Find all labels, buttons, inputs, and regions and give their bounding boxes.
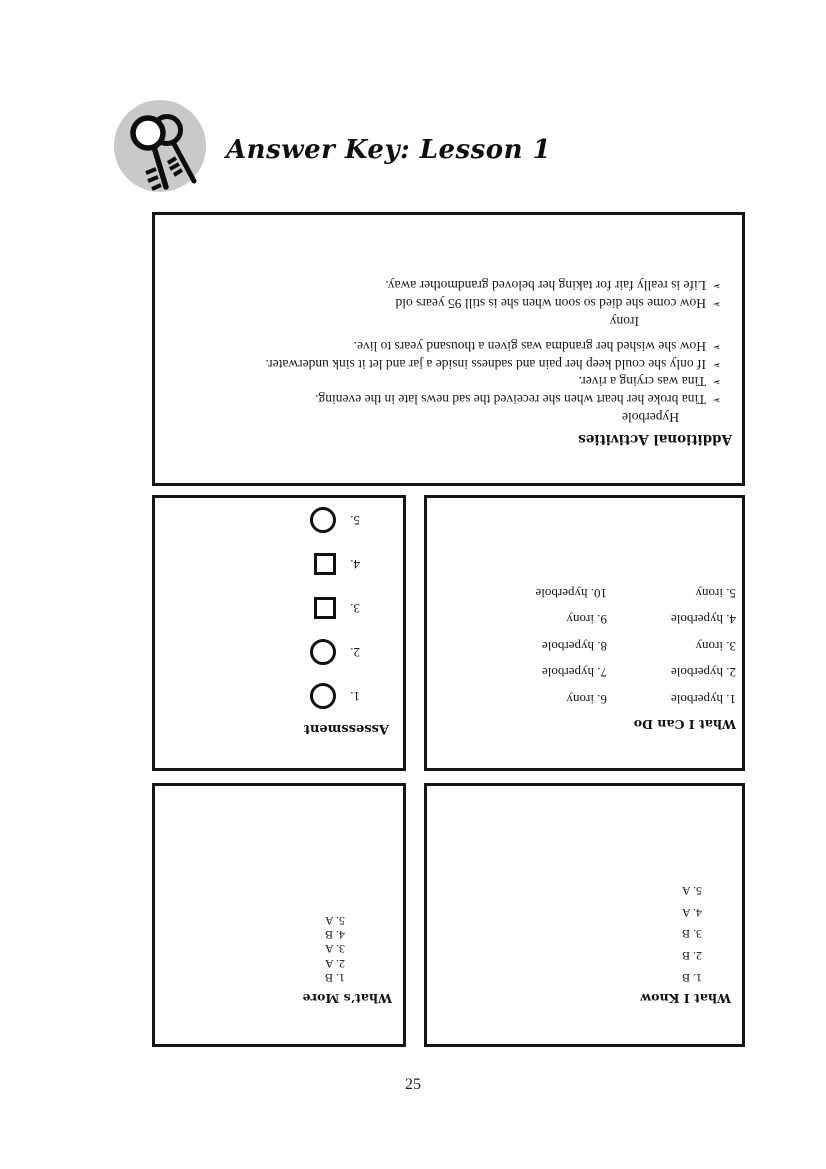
- answer-item: 5. A: [324, 913, 345, 928]
- arrow-bullet-icon: ➢: [712, 394, 721, 405]
- example-text: How come she died so soon when she is still 95 years old: [395, 296, 706, 311]
- answer-item: 1. B: [681, 971, 702, 985]
- answer-item: 2. B: [681, 949, 702, 964]
- answers-column-2: [478, 580, 607, 713]
- answer-item: 3. A: [324, 942, 345, 957]
- example-text: Tina broke her heart when she received the sad news late in the evening.: [315, 392, 706, 407]
- answer-item: 9. irony: [566, 612, 607, 628]
- item-number: 3.: [350, 601, 360, 616]
- answer-item: 4. hyperbole: [671, 612, 736, 628]
- rotated-content: [155, 786, 403, 1044]
- item-number: 1.: [350, 689, 360, 704]
- answer-item: 1. B: [324, 971, 345, 985]
- answer-item: 6. irony: [566, 692, 607, 707]
- section-box-what-i-can-do: [424, 495, 745, 771]
- square-shape-icon: [314, 553, 336, 575]
- hyperbole-examples-list: [169, 338, 732, 408]
- section-box-assessment: [152, 495, 406, 771]
- answer-item: 4. A: [681, 905, 702, 920]
- hyperbole-example-item: [169, 391, 721, 409]
- answer-item: 8. hyperbole: [542, 639, 607, 654]
- answer-item: 5. irony: [695, 586, 736, 601]
- answer-item: 3. irony: [695, 639, 736, 654]
- answer-item: 5. A: [681, 883, 702, 898]
- example-text: If only she could keep her pain and sadness inside a jar and let it sink underwater.: [265, 357, 706, 372]
- answer-item: 3. B: [681, 927, 702, 942]
- page-title: Answer Key: Lesson 1: [226, 135, 552, 165]
- rotated-content: [155, 498, 403, 768]
- item-number: 4.: [350, 557, 360, 572]
- whats-more-answer-list: [163, 914, 345, 985]
- section-box-whats-more: [152, 783, 406, 1047]
- section-title-what-i-can-do: What I Can Do: [633, 717, 736, 732]
- circle-shape-icon: [310, 507, 336, 533]
- irony-example-item: [169, 277, 721, 295]
- keys-icon: [114, 100, 206, 192]
- what-i-know-answer-list: [435, 879, 702, 988]
- example-text: Life is really fair for taking her beloved grandmother away.: [385, 278, 706, 294]
- example-text: How she wished her grandma was given a thousand years to live.: [353, 339, 706, 355]
- assessment-answer-list: [163, 498, 389, 718]
- answer-item: 7. hyperbole: [542, 665, 607, 681]
- rotated-content: [427, 498, 742, 768]
- item-number: 2.: [350, 645, 360, 660]
- circle-shape-icon: [310, 683, 336, 709]
- hyperbole-example-item: [169, 373, 721, 391]
- answer-item: 2. hyperbole: [671, 665, 736, 681]
- example-text: Tina was crying a river.: [578, 374, 706, 390]
- section-box-what-i-know: [424, 783, 745, 1047]
- figure-label-irony: Irony: [609, 314, 639, 329]
- answer-item: 2. A: [324, 956, 345, 971]
- section-box-additional-activities: [152, 212, 745, 486]
- assessment-answer-row: [163, 674, 360, 718]
- hyperbole-example-item: [169, 338, 721, 356]
- arrow-bullet-icon: ➢: [712, 341, 721, 353]
- rotated-content: [427, 786, 742, 1044]
- assessment-answer-row: [163, 586, 360, 630]
- answer-columns: [433, 580, 736, 713]
- section-title-assessment: Assessment: [303, 721, 389, 736]
- figure-label-hyperbole: Hyperbole: [622, 410, 679, 425]
- answer-item: 10. hyperbole: [535, 586, 607, 601]
- arrow-bullet-icon: ➢: [712, 280, 721, 292]
- irony-example-item: [169, 295, 721, 313]
- section-title-additional-activities: Additional Activities: [578, 431, 732, 447]
- irony-examples-list: [169, 277, 732, 312]
- item-number: 5.: [350, 513, 360, 528]
- answers-column-1: [607, 580, 736, 713]
- hyperbole-example-item: [169, 356, 721, 374]
- assessment-answer-row: [163, 498, 360, 542]
- section-title-what-i-know: What I Know: [640, 991, 731, 1006]
- square-shape-icon: [314, 597, 336, 619]
- arrow-bullet-icon: ➢: [712, 376, 721, 388]
- assessment-answer-row: [163, 542, 360, 586]
- assessment-answer-row: [163, 630, 360, 674]
- section-title-whats-more: What’s More: [302, 991, 392, 1006]
- answer-item: 1. hyperbole: [671, 692, 736, 707]
- rotated-content: [155, 215, 742, 483]
- page-number: 25: [405, 1076, 421, 1093]
- arrow-bullet-icon: ➢: [712, 298, 721, 309]
- keys-icon-graphic: [114, 100, 206, 192]
- answer-item: 4. B: [324, 928, 345, 943]
- circle-shape-icon: [310, 639, 336, 665]
- arrow-bullet-icon: ➢: [712, 359, 721, 370]
